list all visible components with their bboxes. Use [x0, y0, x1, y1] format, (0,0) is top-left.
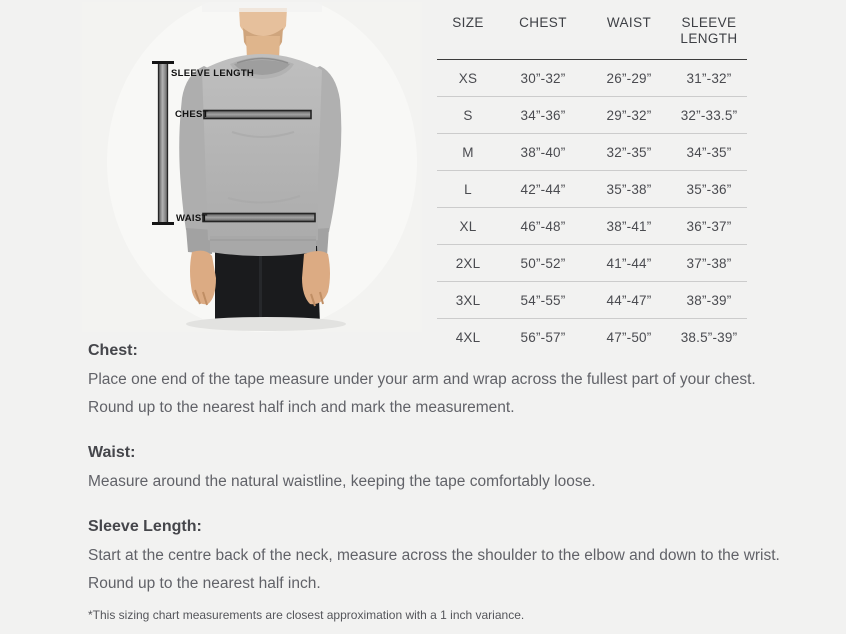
measurement-instructions: [88, 342, 780, 598]
cell-size: XS: [437, 60, 499, 97]
size-chart-table: [437, 6, 747, 356]
chest-label: CHEST: [175, 109, 209, 120]
section-body: Measure around the natural waistline, keeping the tape comfortably loose.: [88, 473, 596, 490]
cell-sleeve: 31”-32”: [671, 60, 747, 97]
cell-size: M: [437, 134, 499, 171]
cell-waist: 29”-32”: [587, 97, 671, 134]
section-heading: Chest:: [88, 342, 138, 359]
col-header-size: SIZE: [437, 6, 499, 60]
cell-waist: 38”-41”: [587, 208, 671, 245]
cell-sleeve: 38”-39”: [671, 282, 747, 319]
cell-sleeve: 35”-36”: [671, 171, 747, 208]
sizing-disclaimer: *This sizing chart measurements are closest approximation with a 1 inch variance.: [88, 608, 525, 622]
table-row-3xl: [437, 282, 747, 319]
cell-size: 4XL: [455, 329, 481, 345]
cell-size: 2XL: [437, 245, 499, 282]
section-sleeve-length: [88, 518, 780, 598]
table-row-xs: [437, 60, 747, 97]
section-body: Place one end of the tape measure under your arm and wrap across the fullest part of your chest. Round up to the nearest half inch and mark the measurement.: [88, 371, 756, 416]
table-header-row: [437, 6, 747, 60]
cell-chest: 54”-55”: [499, 282, 587, 319]
cell-waist: 32”-35”: [587, 134, 671, 171]
cell-size: XL: [437, 208, 499, 245]
cell-waist: 47”-50”: [606, 329, 652, 345]
cell-sleeve: 38.5”-39”: [680, 329, 738, 345]
cell-chest: 50”-52”: [499, 245, 587, 282]
sleeve-length-label: SLEEVE LENGTH: [171, 68, 255, 79]
waist-label: WAIST: [176, 213, 208, 224]
section-chest: [88, 342, 780, 422]
cell-waist: 44”-47”: [587, 282, 671, 319]
section-body: Start at the centre back of the neck, measure across the shoulder to the elbow and down to the wrist. Round up to the nearest half inch.: [88, 547, 780, 592]
section-heading: Sleeve Length:: [88, 518, 202, 535]
cell-chest: 30”-32”: [499, 60, 587, 97]
cell-sleeve: 34”-35”: [671, 134, 747, 171]
cell-chest: 56”-57”: [520, 329, 566, 345]
col-header-sleeve: SLEEVE LENGTH: [671, 6, 747, 60]
section-waist: [88, 444, 780, 496]
model-torso: [202, 54, 322, 256]
table-row-2xl: [437, 245, 747, 282]
cell-waist: 26”-29”: [587, 60, 671, 97]
table-row-s: [437, 97, 747, 134]
table-row-xl: [437, 208, 747, 245]
chest-bar: [204, 111, 311, 119]
table-row-m: [437, 134, 747, 171]
cell-size: L: [437, 171, 499, 208]
cell-chest: 34”-36”: [499, 97, 587, 134]
col-header-waist: WAIST: [587, 6, 671, 60]
model-illustration: [82, 2, 422, 332]
waist-bar: [203, 214, 315, 222]
cell-chest: 46”-48”: [499, 208, 587, 245]
cell-waist: 41”-44”: [587, 245, 671, 282]
section-heading: Waist:: [88, 444, 136, 461]
cell-size: S: [437, 97, 499, 134]
cell-size: 3XL: [437, 282, 499, 319]
cell-chest: 42”-44”: [499, 171, 587, 208]
cell-chest: 38”-40”: [499, 134, 587, 171]
col-header-chest: CHEST: [499, 6, 587, 60]
cell-sleeve: 37”-38”: [671, 245, 747, 282]
cell-sleeve: 32”-33.5”: [671, 97, 747, 134]
cell-sleeve: 36”-37”: [671, 208, 747, 245]
table-row-l: [437, 171, 747, 208]
cell-waist: 35”-38”: [587, 171, 671, 208]
product-measurement-photo: [82, 2, 422, 332]
